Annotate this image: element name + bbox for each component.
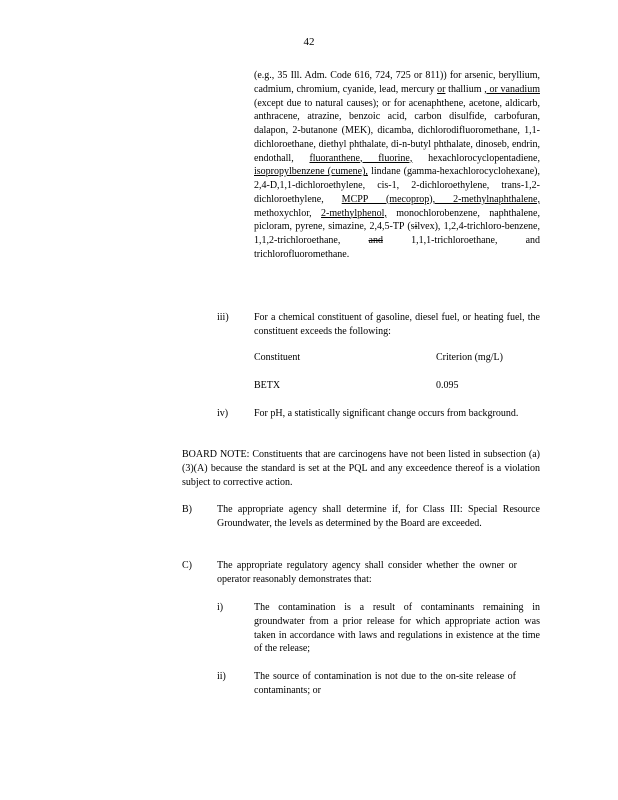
board-note-label: BOARD NOTE: (182, 449, 250, 460)
table-header-constituent: Constituent (254, 352, 301, 363)
item-iii-marker: iii) (217, 312, 229, 323)
table-header-criterion: Criterion (mg/L) (436, 352, 503, 363)
list-text-4: hexachlorocyclopentadiene, (412, 152, 540, 164)
list-text-3: (except due to natural causes); or for acenaphthene, acetone, aldicarb, anthracene, atrazine, benzoic acid, carbon disulfide, carbofuran, dalapon, 2-butanone (MEK), dicamba, dichlorodifluoromethane, 1,1-dichloroethane, diethyl phthalate, di-n-butyl phthalate, dinoseb, endrin, endothall, (254, 97, 540, 164)
item-c-i-marker: i) (217, 602, 224, 613)
board-note-text: Constituents that are carcinogens have not been listed in subsection (a)(3)(A) because the standard is set at the PQL and any exceedence thereof is a violation subject to corrective action. (182, 449, 540, 488)
deleted-and: and (368, 235, 383, 246)
item-c-ii-text: The source of contamination is not due to the on-site release of contaminants; or (254, 671, 516, 696)
inserted-or: or (437, 83, 446, 95)
item-c-i-text: The contamination is a result of contaminants remaining in groundwater from a prior release for which appropriate action was taken in accordance with laws and regulations in existence at the time of the release; (254, 602, 540, 655)
item-iv-marker: iv) (217, 408, 229, 419)
page-number: 42 (303, 36, 315, 48)
inserted-isopropylbenzene: isopropylbenzene (cumene), (254, 166, 368, 178)
constituent-list-paragraph (254, 69, 540, 262)
inserted-methylphenol: 2-methylphenol, (321, 207, 387, 219)
list-text-2: thallium (445, 83, 485, 95)
board-note (182, 448, 540, 489)
item-b-marker: B) (182, 504, 192, 515)
list-text-6: methoxychlor, (254, 207, 322, 219)
item-b-text: The appropriate agency shall determine if, for Class III: Special Resource Groundwater, the levels as determined by the Board are exceeded. (217, 504, 540, 529)
item-iv-text: For pH, a statistically significant change occurs from background. (254, 408, 519, 419)
list-text-9: 1,1,1-trichloroethane, and trichlorofluoromethane. (254, 235, 541, 260)
item-c-marker: C) (182, 560, 192, 571)
table-cell-betx-value: 0.095 (436, 380, 459, 391)
list-text-8: lvex), 1,2,4-trichloro-benzene, 1,1,2-trichloroethane, (254, 221, 540, 246)
item-iii-text: For a chemical constituent of gasoline, diesel fuel, or heating fuel, the constituent exceeds the following: (254, 312, 540, 337)
item-c-text: The appropriate regulatory agency shall consider whether the owner or operator reasonably demonstrates that: (217, 560, 517, 585)
inserted-mcpp: MCPP (mecoprop), 2-methylnaphthalene, (341, 193, 540, 205)
item-c-ii-marker: ii) (217, 671, 226, 682)
deleted-silvex-letter: i (414, 221, 418, 233)
list-text-5: lindane (gamma-hexachlorocyclohexane), 2,4-D,1,1-dichloroethylene, cis-1, 2-dichloroethylene, trans-1,2-dichloroethylene, (254, 166, 540, 205)
table-cell-betx: BETX (254, 380, 281, 391)
inserted-vanadium: , or vanadium (484, 83, 540, 95)
list-text-7: monochlorobenzene, naphthalene, picloram, pyrene, simazine, 2,4,5-TP (s (254, 207, 540, 233)
inserted-fluoranthene: fluoranthene, fluorine, (309, 152, 413, 164)
list-text-1: (e.g., 35 Ill. Adm. Code 616, 724, 725 or 811)) for arsenic, beryllium, cadmium, chromium, cyanide, lead, mercury (254, 70, 540, 95)
